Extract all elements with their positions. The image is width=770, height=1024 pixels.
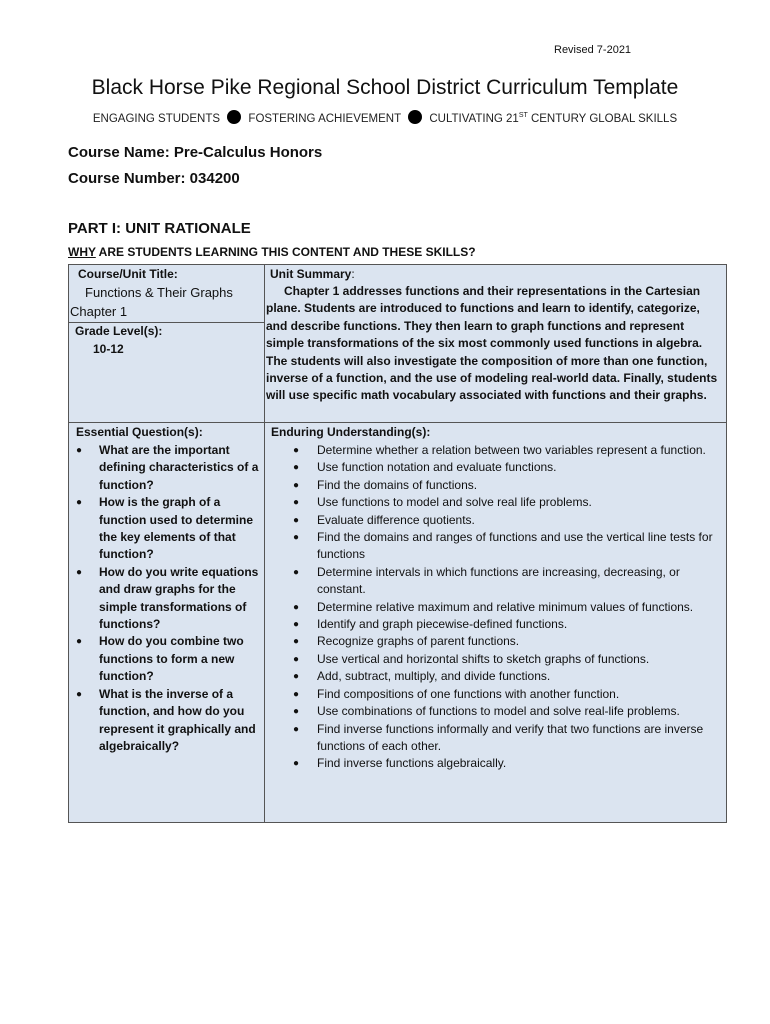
tagline-engaging: ENGAGING STUDENTS [92,113,221,125]
course-unit-value: Functions & Their Graphs [85,285,233,300]
list-item: ● Use function notation and evaluate functions. [293,459,721,476]
essential-questions-list [76,442,261,755]
tagline-fostering: FOSTERING ACHIEVEMENT [248,113,401,125]
list-item: ● Use combinations of functions to model and solve real-life problems. [293,703,721,720]
list-item: ● How is the graph of a function used to determine the key elements of that function? [76,494,261,564]
list-item: ● Evaluate difference quotients. [293,512,721,529]
why-rest: ARE STUDENTS LEARNING THIS CONTENT AND THESE SKILLS? [95,245,476,259]
course-number: Course Number: 034200 [68,170,240,187]
grade-level-value: 10-12 [93,342,124,356]
revision-date: Revised 7-2021 [554,44,632,56]
row-divider [69,422,726,423]
list-item: ● Find compositions of one functions with another function. [293,686,721,703]
list-item: ● Determine whether a relation between two variables represent a function. [293,442,721,459]
list-item: ● Find inverse functions informally and verify that two functions are inverse functions of each other. [293,721,721,756]
unit-summary-label: Unit Summary: [270,267,355,281]
list-item: ● Use vertical and horizontal shifts to sketch graphs of functions. [293,651,721,668]
column-divider [264,265,265,822]
document-title: Black Horse Pike Regional School District Curriculum Template [91,76,679,99]
list-item: ● Determine relative maximum and relative minimum values of functions. [293,599,721,616]
list-item: ● What is the inverse of a function, and how do you represent it graphically and algebraically? [76,686,261,756]
list-item: ● Recognize graphs of parent functions. [293,633,721,650]
tagline-global-skills: CENTURY GLOBAL SKILLS [527,113,678,125]
list-item: ● Find the domains of functions. [293,477,721,494]
bullet-dot-icon [227,110,241,124]
list-item: ● What are the important defining characteristics of a function? [76,442,261,494]
list-item: ● Add, subtract, multiply, and divide functions. [293,668,721,685]
enduring-understandings-list [293,442,721,773]
course-name: Course Name: Pre-Calculus Honors [68,144,323,161]
tagline [0,110,770,125]
course-unit-label: Course/Unit Title: [78,267,178,281]
list-item: ● Find the domains and ranges of functions and use the vertical line tests for functions [293,529,721,564]
unit-summary-text: Chapter 1 addresses functions and their representations in the Cartesian plane. Students are introduced to functions and learn to identify, categorize, and describe functions. They then learn to graph functions and represent simple transformations of the six most commonly used functions in algebra. The students will also investigate the composition of more than one function, inverse of a function, and the use of modeling real-world data. Finally, students will use specific math vocabulary associated with functions and their graphs. [266,284,718,403]
unit-rationale-table [68,264,727,823]
list-item: ● Find inverse functions algebraically. [293,755,721,772]
why-heading [68,245,476,259]
bullet-dot-icon [408,110,422,124]
enduring-understandings-label: Enduring Understanding(s): [271,425,431,439]
list-item: ● Determine intervals in which functions are increasing, decreasing, or constant. [293,564,721,599]
list-item: ● Use functions to model and solve real life problems. [293,494,721,511]
list-item: ● Identify and graph piecewise-defined functions. [293,616,721,633]
essential-questions-label: Essential Question(s): [76,425,203,439]
grade-level-label: Grade Level(s): [75,324,163,338]
chapter-value: Chapter 1 [70,304,128,319]
list-item: ● How do you combine two functions to form a new function? [76,633,261,685]
why-underlined: WHY [68,245,96,259]
tagline-cultivating: CULTIVATING 21 [429,113,519,125]
list-item: ● How do you write equations and draw graphs for the simple transformations of functions? [76,564,261,634]
part-title: PART I: UNIT RATIONALE [68,220,251,237]
tagline-superscript: ST [518,112,528,120]
